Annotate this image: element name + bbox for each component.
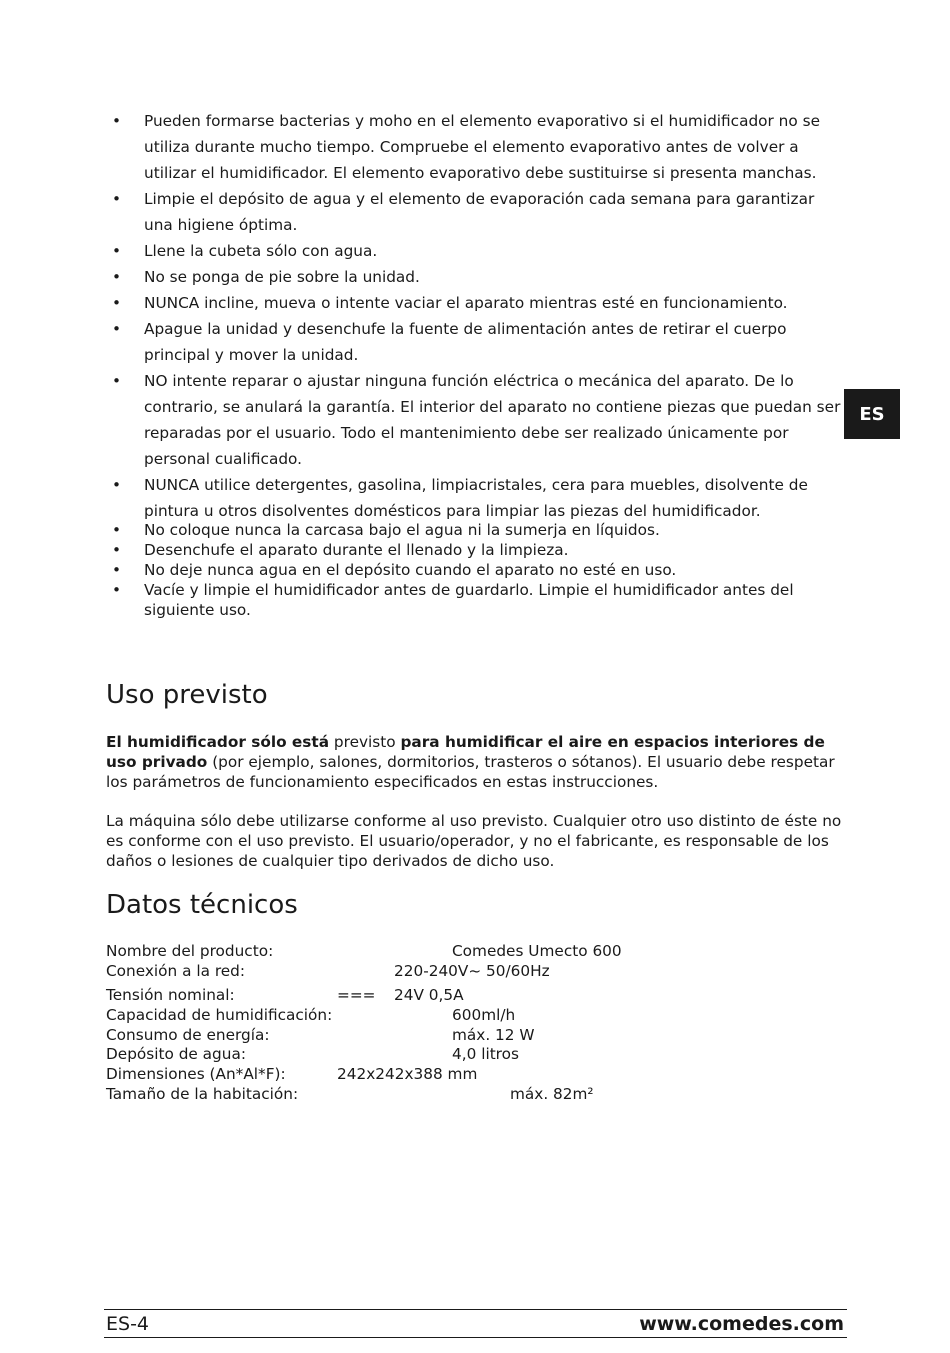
list-item: • Llene la cubeta sólo con agua. xyxy=(106,238,846,264)
spec-value: 4,0 litros xyxy=(452,1045,519,1063)
datos-tecnicos-heading: Datos técnicos xyxy=(106,890,298,920)
list-item: • Limpie el depósito de agua y el elemento de evaporación cada semana para garantizar una higiene óptima. xyxy=(106,186,846,238)
website-link[interactable]: www.comedes.com xyxy=(639,1313,844,1335)
dc-symbol: === xyxy=(337,986,376,1004)
footer-top-rule xyxy=(104,1309,847,1310)
spec-label: Nombre del producto: xyxy=(106,942,274,960)
spec-label: Tamaño de la habitación: xyxy=(106,1085,299,1103)
list-item: • NO intente reparar o ajustar ninguna función eléctrica o mecánica del aparato. De lo contrario, se anulará la garantía. El interior del aparato no contiene piezas que puedan ser reparadas por el usuario. Todo el mantenimiento debe ser realizado únicamente por personal cualificado. xyxy=(106,368,846,472)
spec-label: Dimensiones (An*Al*F): xyxy=(106,1065,286,1083)
spec-value: máx. 82m² xyxy=(510,1085,594,1103)
list-item: • No coloque nunca la carcasa bajo el agua ni la sumerja en líquidos. xyxy=(106,520,846,540)
language-tab: ES xyxy=(844,389,900,439)
list-item: • Vacíe y limpie el humidificador antes de guardarlo. Limpie el humidificador antes del siguiente uso. xyxy=(106,580,846,620)
spec-label: Depósito de agua: xyxy=(106,1045,246,1063)
spec-value: 220-240V~ 50/60Hz xyxy=(394,962,550,980)
page-number: ES-4 xyxy=(106,1313,150,1335)
bold-text: para humidificar el aire en espacios interiores de uso privado xyxy=(106,733,825,771)
text: previsto xyxy=(329,733,401,751)
uso-previsto-paragraph-1 xyxy=(106,732,851,792)
spec-value: Comedes Umecto 600 xyxy=(452,942,622,960)
uso-previsto-heading: Uso previsto xyxy=(106,680,268,710)
list-item: • Pueden formarse bacterias y moho en el elemento evaporativo si el humidificador no se utiliza durante mucho tiempo. Compruebe el elemento evaporativo antes de volver a utilizar el humidificador. El elemento evaporativo debe sustituirse si presenta manchas. xyxy=(106,108,846,186)
bold-text: El humidificador sólo está xyxy=(106,733,330,751)
safety-bullet-list xyxy=(106,108,846,620)
list-item: • Desenchufe el aparato durante el llenado y la limpieza. xyxy=(106,540,846,560)
spec-value: 600ml/h xyxy=(452,1006,516,1024)
spec-value: 242x242x388 mm xyxy=(337,1065,478,1083)
text: (por ejemplo, salones, dormitorios, trasteros o sótanos). El usuario debe respetar los parámetros de funcionamiento especificados en estas instrucciones. xyxy=(106,753,835,791)
list-item: • Apague la unidad y desenchufe la fuente de alimentación antes de retirar el cuerpo principal y mover la unidad. xyxy=(106,316,846,368)
spec-value: máx. 12 W xyxy=(452,1026,535,1044)
spec-label: Capacidad de humidificación: xyxy=(106,1006,333,1024)
uso-previsto-paragraph-2: La máquina sólo debe utilizarse conforme al uso previsto. Cualquier otro uso distinto de éste no es conforme con el uso previsto. El usuario/operador, y no el fabricante, es responsable de los daños o lesiones de cualquier tipo derivados de dicho uso. xyxy=(106,812,842,870)
list-item: • No se ponga de pie sobre la unidad. xyxy=(106,264,846,290)
spec-value: 24V 0,5A xyxy=(394,986,464,1004)
spec-label: Tensión nominal: xyxy=(106,986,235,1004)
spec-label: Conexión a la red: xyxy=(106,962,246,980)
list-item: • No deje nunca agua en el depósito cuando el aparato no esté en uso. xyxy=(106,560,846,580)
spec-label: Consumo de energía: xyxy=(106,1026,270,1044)
footer-bottom-rule xyxy=(104,1337,847,1338)
list-item: • NUNCA utilice detergentes, gasolina, limpiacristales, cera para muebles, disolvente de pintura u otros disolventes domésticos para limpiar las piezas del humidificador. xyxy=(106,472,846,524)
list-item: • NUNCA incline, mueva o intente vaciar el aparato mientras esté en funcionamiento. xyxy=(106,290,846,316)
